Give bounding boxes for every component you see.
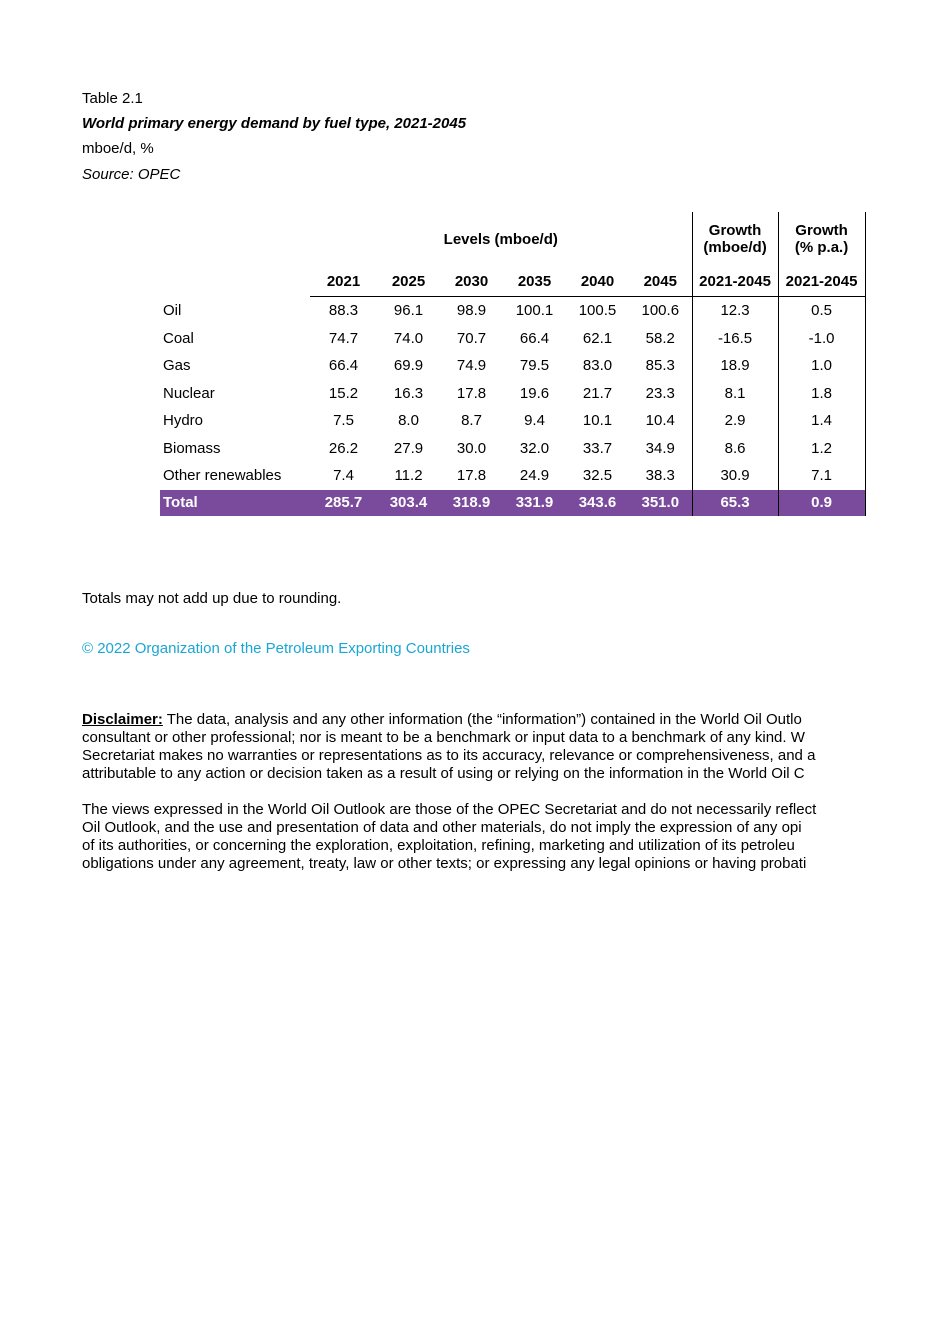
growth-abs-cell: 2.9	[692, 407, 778, 435]
disclaimer-line	[82, 711, 865, 729]
level-cell: 30.0	[456, 439, 487, 457]
disclaimer-line: attributable to any action or decision taken as a result of using or relying on the information in the World Oil C	[82, 765, 805, 782]
table-units: mboe/d, %	[82, 140, 154, 157]
growth-abs-cell: 8.1	[692, 380, 778, 408]
row-label: Nuclear	[163, 384, 215, 402]
growth-pct-cell: 1.2	[778, 435, 865, 463]
level-cell: 10.4	[645, 412, 675, 430]
table-row	[160, 352, 865, 380]
total-row	[160, 490, 865, 516]
growth-abs-cell: 30.9	[692, 462, 778, 490]
level-cell: 100.6	[641, 302, 680, 320]
level-cell: 17.8	[456, 384, 487, 402]
level-cell: 79.5	[519, 357, 550, 375]
table-row	[160, 380, 865, 408]
data-table	[160, 212, 866, 516]
header-blank	[160, 212, 310, 266]
row-label: Biomass	[163, 439, 221, 457]
growth-pct-cell: 1.8	[778, 380, 865, 408]
growth-pct-header-line2: (% p.a.)	[794, 239, 849, 256]
level-cell: 24.9	[519, 467, 550, 485]
level-cell: 100.1	[515, 302, 554, 320]
table-row	[160, 297, 865, 325]
level-cell: 74.9	[456, 357, 487, 375]
level-cell: 19.6	[519, 384, 550, 402]
total-label: Total	[160, 490, 310, 516]
total-level-cell: 351.0	[629, 490, 692, 516]
level-cell: 17.8	[456, 467, 487, 485]
level-cell: 11.2	[394, 467, 423, 485]
level-cell: 34.9	[645, 439, 675, 457]
level-cell: 98.9	[456, 302, 487, 320]
disclaimer-line: Oil Outlook, and the use and presentation of data and other materials, do not imply the expression of any opi	[82, 819, 802, 836]
energy-demand-table	[160, 212, 865, 516]
year-header: 2030	[440, 266, 503, 297]
level-cell: 8.7	[461, 412, 482, 430]
level-cell: 23.3	[645, 384, 675, 402]
level-cell: 85.3	[645, 357, 675, 375]
level-cell: 15.2	[328, 384, 359, 402]
disclaimer-paragraph-1	[82, 711, 865, 783]
table-body	[160, 297, 865, 516]
disclaimer-line: consultant or other professional; nor is meant to be a benchmark or input data to a benchmark of any kind. W	[82, 729, 805, 746]
growth-pct-header	[778, 212, 865, 266]
growth-abs-period: 2021-2045	[692, 266, 778, 297]
growth-pct-period: 2021-2045	[778, 266, 865, 297]
disclaimer-line-text: The data, analysis and any other information (the “information”) contained in the World Oil Outlo	[162, 711, 802, 728]
level-cell: 66.4	[328, 357, 359, 375]
level-cell: 21.7	[582, 384, 613, 402]
disclaimer-line: Secretariat makes no warranties or representations as to its accuracy, relevance or comprehensiveness, and a	[82, 747, 816, 764]
growth-abs-header-line2: (mboe/d)	[703, 239, 767, 256]
table-row	[160, 435, 865, 463]
disclaimer-line: obligations under any agreement, treaty, law or other texts; or expressing any legal opinions or having probati	[82, 855, 807, 872]
level-cell: 69.9	[393, 357, 424, 375]
total-growth-pct-cell: 0.9	[778, 490, 865, 516]
level-cell: 26.2	[328, 439, 359, 457]
level-cell: 58.2	[645, 329, 675, 347]
total-level-cell: 318.9	[440, 490, 503, 516]
total-level-cell: 285.7	[310, 490, 377, 516]
growth-abs-cell: 18.9	[692, 352, 778, 380]
growth-pct-cell: 0.5	[778, 297, 865, 325]
level-cell: 74.7	[328, 329, 359, 347]
copyright-notice[interactable]: © 2022 Organization of the Petroleum Exporting Countries	[82, 640, 470, 657]
level-cell: 10.1	[582, 412, 613, 430]
disclaimer-line: The views expressed in the World Oil Outlook are those of the OPEC Secretariat and do not necessarily reflect	[82, 801, 817, 818]
year-header: 2035	[503, 266, 566, 297]
level-cell: 66.4	[519, 329, 550, 347]
level-cell: 38.3	[645, 467, 675, 485]
year-header: 2021	[310, 266, 377, 297]
level-cell: 62.1	[582, 329, 613, 347]
level-cell: 74.0	[393, 329, 424, 347]
row-label: Other renewables	[163, 467, 282, 485]
table-source: Source: OPEC	[82, 166, 181, 183]
levels-header: Levels (mboe/d)	[443, 230, 558, 248]
row-label: Hydro	[163, 412, 204, 430]
level-cell: 33.7	[582, 439, 613, 457]
year-header: 2025	[377, 266, 440, 297]
disclaimer-line: of its authorities, or concerning the exploration, exploitation, refining, marketing and utilization of its petroleu	[82, 837, 795, 854]
growth-pct-cell: 1.0	[778, 352, 865, 380]
level-cell: 7.4	[333, 467, 354, 485]
level-cell: 32.0	[519, 439, 550, 457]
growth-pct-header-line1: Growth	[795, 222, 848, 239]
footnote: Totals may not add up due to rounding.	[82, 590, 342, 607]
level-cell: 83.0	[582, 357, 613, 375]
level-cell: 7.5	[333, 412, 354, 430]
disclaimer-paragraph-2	[82, 801, 865, 873]
year-header: 2045	[629, 266, 692, 297]
level-cell: 8.0	[398, 412, 419, 430]
level-cell: 70.7	[456, 329, 487, 347]
row-label: Oil	[163, 302, 182, 319]
growth-pct-cell: -1.0	[778, 325, 865, 353]
row-label: Coal	[163, 329, 194, 347]
year-blank	[160, 266, 310, 297]
level-cell: 32.5	[582, 467, 613, 485]
growth-pct-cell: 7.1	[778, 462, 865, 490]
growth-abs-header-line1: Growth	[708, 222, 762, 239]
growth-abs-header	[692, 212, 778, 266]
table-row	[160, 462, 865, 490]
growth-abs-cell: 8.6	[692, 435, 778, 463]
level-cell: 16.3	[393, 384, 424, 402]
table-title: World primary energy demand by fuel type, 2021-2045	[82, 115, 467, 132]
row-label: Gas	[163, 357, 191, 375]
growth-pct-cell: 1.4	[778, 407, 865, 435]
table-row	[160, 407, 865, 435]
level-cell: 100.5	[578, 302, 617, 320]
level-cell: 27.9	[393, 439, 424, 457]
total-level-cell: 343.6	[566, 490, 629, 516]
total-level-cell: 331.9	[503, 490, 566, 516]
total-growth-abs-cell: 65.3	[692, 490, 778, 516]
disclaimer-label: Disclaimer:	[82, 711, 163, 728]
level-cell: 88.3	[328, 302, 359, 320]
table-row	[160, 325, 865, 353]
level-cell: 96.1	[393, 302, 424, 320]
growth-abs-cell: -16.5	[692, 325, 778, 353]
year-header: 2040	[566, 266, 629, 297]
table-number: Table 2.1	[82, 90, 143, 107]
level-cell: 9.4	[524, 412, 545, 430]
total-level-cell: 303.4	[377, 490, 440, 516]
growth-abs-cell: 12.3	[692, 297, 778, 325]
